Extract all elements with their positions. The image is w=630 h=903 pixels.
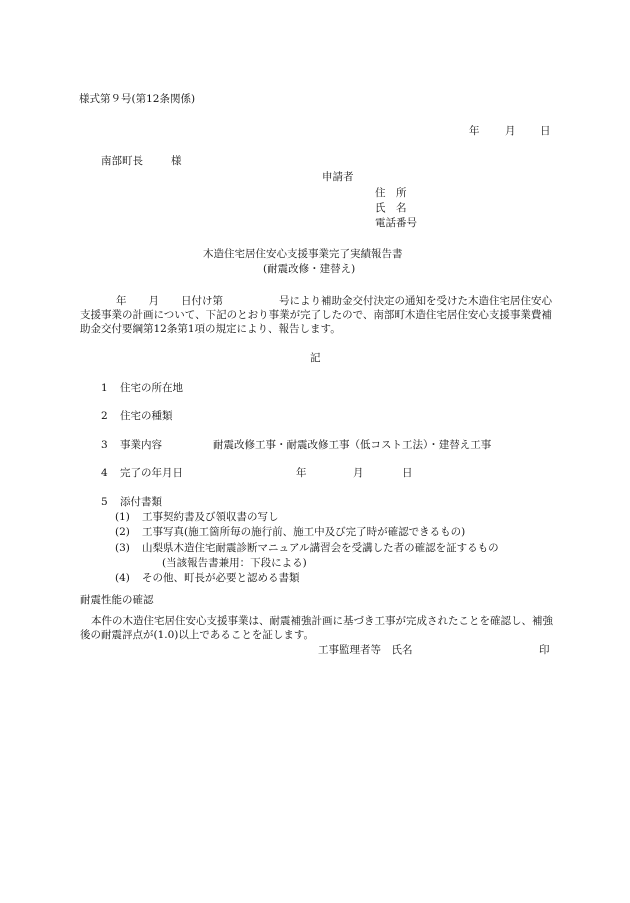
document-title: 木造住宅居住安心支援事業完了実績報告書	[203, 248, 403, 260]
item-3-number: 3	[101, 439, 108, 451]
certification-heading: 耐震性能の確認	[80, 594, 154, 606]
item-4-number: 4	[101, 467, 108, 479]
attachment-1-text: 工事契約書及び領収書の写し	[142, 511, 279, 523]
item-2-number: 2	[101, 410, 108, 422]
intro-month: 月	[148, 295, 159, 307]
attachment-3-text: 山梨県木造住宅耐震診断マニュアル講習会を受講した者の確認を証するもの	[142, 542, 499, 554]
addressee-honorific: 様	[171, 155, 182, 167]
intro-date-suffix: 日付け第	[181, 295, 223, 307]
date-day: 日	[540, 125, 551, 137]
attachment-2-number: (2)	[115, 526, 130, 538]
attachment-3-note: (当該報告書兼用：下段による)	[162, 557, 307, 569]
certification-text: 本件の木造住宅居住安心支援事業は、耐震補強計画に基づき工事が完成されたことを確認し、補強後の耐震評点が(1.0)以上であることを証します。	[80, 615, 553, 641]
item-4-day: 日	[402, 467, 413, 479]
item-1-label: 住宅の所在地	[120, 382, 183, 394]
seal-mark: 印	[539, 644, 550, 656]
applicant-heading: 申請者	[322, 171, 354, 183]
attachment-4-number: (4)	[115, 572, 130, 584]
intro-year: 年	[116, 295, 127, 307]
document-subtitle: (耐震改修・建替え)	[263, 263, 356, 275]
item-5-label: 添付書類	[120, 496, 162, 508]
attachment-4-text: その他、町長が必要と認める書類	[142, 572, 300, 584]
item-5-number: 5	[101, 496, 108, 508]
address-label: 住 所	[375, 187, 407, 199]
item-4-month: 月	[353, 467, 364, 479]
date-year: 年	[469, 125, 480, 137]
phone-label: 電話番号	[375, 217, 417, 229]
signer-label: 工事監理者等 氏名	[318, 644, 413, 656]
attachment-2-text: 工事写真(施工箇所毎の施行前、施工中及び完了時が確認できるもの)	[142, 526, 466, 538]
intro-paragraph	[80, 294, 553, 336]
item-4-year: 年	[296, 467, 307, 479]
form-number: 様式第９号(第12条関係)	[79, 93, 196, 105]
ki-heading: 記	[310, 352, 321, 364]
name-label: 氏 名	[375, 202, 407, 214]
item-3-label: 事業内容	[120, 439, 162, 451]
item-2-label: 住宅の種類	[120, 410, 173, 422]
date-month: 月	[505, 125, 516, 137]
intro-text: 号により補助金交付決定の通知を受けた木造住宅居住安心支援事業の計画について、下記のとおり事業が完了したので、南部町木造住宅居住安心支援事業費補助金交付要綱第12条第1項の規定により、報告します。	[80, 295, 552, 335]
item-4-label: 完了の年月日	[120, 467, 183, 479]
item-3-value: 耐震改修工事・耐震改修工事（低コスト工法）・建替え工事	[213, 439, 492, 451]
attachment-3-number: (3)	[115, 542, 130, 554]
addressee-name: 南部町長	[101, 155, 143, 167]
attachment-1-number: (1)	[115, 511, 130, 523]
item-1-number: 1	[101, 382, 108, 394]
